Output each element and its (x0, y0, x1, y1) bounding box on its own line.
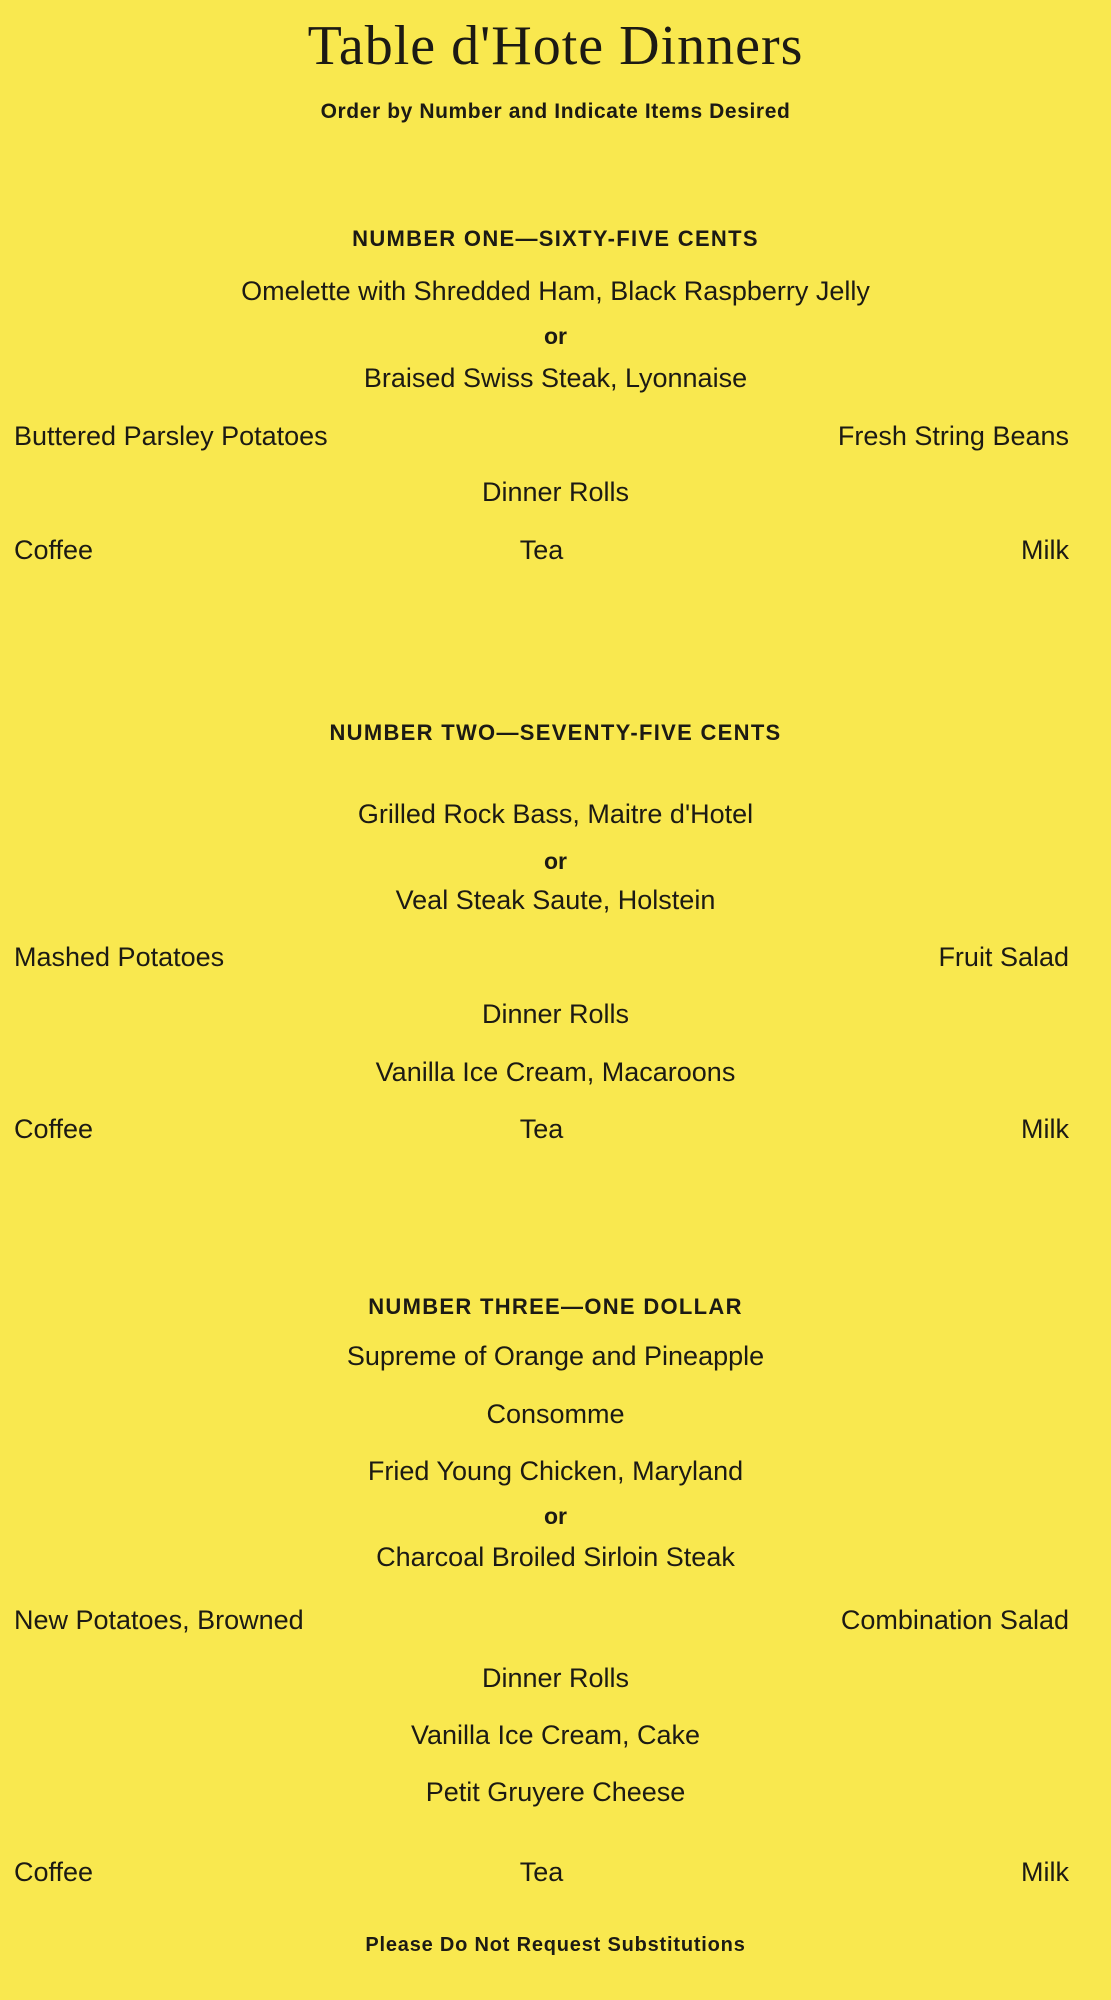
side-left: Buttered Parsley Potatoes (14, 421, 328, 451)
starter-item: Supreme of Orange and Pineapple (346, 1341, 765, 1371)
side-right: Combination Salad (840, 1605, 1069, 1635)
bread-item: Dinner Rolls (481, 1663, 630, 1693)
page-title: Table d'Hote Dinners (307, 15, 804, 77)
drink-coffee: Coffee (14, 535, 94, 565)
footer-notice: Please Do Not Request Substitutions (365, 1934, 746, 1956)
drink-tea: Tea (519, 1857, 564, 1887)
side-left: New Potatoes, Browned (14, 1605, 304, 1635)
page-subtitle: Order by Number and Indicate Items Desired (320, 100, 791, 123)
soup-item: Consomme (486, 1399, 625, 1429)
entree-option: Omelette with Shredded Ham, Black Raspberry Jelly (241, 276, 870, 306)
drink-coffee: Coffee (14, 1114, 94, 1144)
section-heading: NUMBER THREE—ONE DOLLAR (368, 1294, 743, 1319)
side-right: Fresh String Beans (837, 421, 1069, 451)
side-right: Fruit Salad (938, 942, 1069, 972)
drink-tea: Tea (519, 535, 564, 565)
drink-tea: Tea (519, 1114, 564, 1144)
drink-milk: Milk (1021, 1114, 1069, 1144)
entree-option: Grilled Rock Bass, Maitre d'Hotel (357, 799, 754, 829)
entree-option: Veal Steak Saute, Holstein (395, 885, 716, 915)
section-heading: NUMBER TWO—SEVENTY-FIVE CENTS (329, 720, 782, 745)
side-left: Mashed Potatoes (14, 942, 225, 972)
drink-milk: Milk (1021, 1857, 1069, 1887)
drink-milk: Milk (1021, 535, 1069, 565)
bread-item: Dinner Rolls (481, 999, 630, 1029)
section-heading: NUMBER ONE—SIXTY-FIVE CENTS (352, 226, 759, 251)
dessert-item: Vanilla Ice Cream, Cake (410, 1720, 701, 1750)
or-separator: or (544, 848, 567, 874)
dessert-item: Vanilla Ice Cream, Macaroons (375, 1057, 736, 1087)
drink-coffee: Coffee (14, 1857, 94, 1887)
entree-option: Charcoal Broiled Sirloin Steak (376, 1542, 735, 1572)
entree-option: Braised Swiss Steak, Lyonnaise (363, 363, 748, 393)
cheese-item: Petit Gruyere Cheese (425, 1777, 686, 1807)
bread-item: Dinner Rolls (481, 477, 630, 507)
or-separator: or (544, 323, 567, 349)
entree-option: Fried Young Chicken, Maryland (367, 1456, 744, 1486)
or-separator: or (544, 1503, 567, 1529)
